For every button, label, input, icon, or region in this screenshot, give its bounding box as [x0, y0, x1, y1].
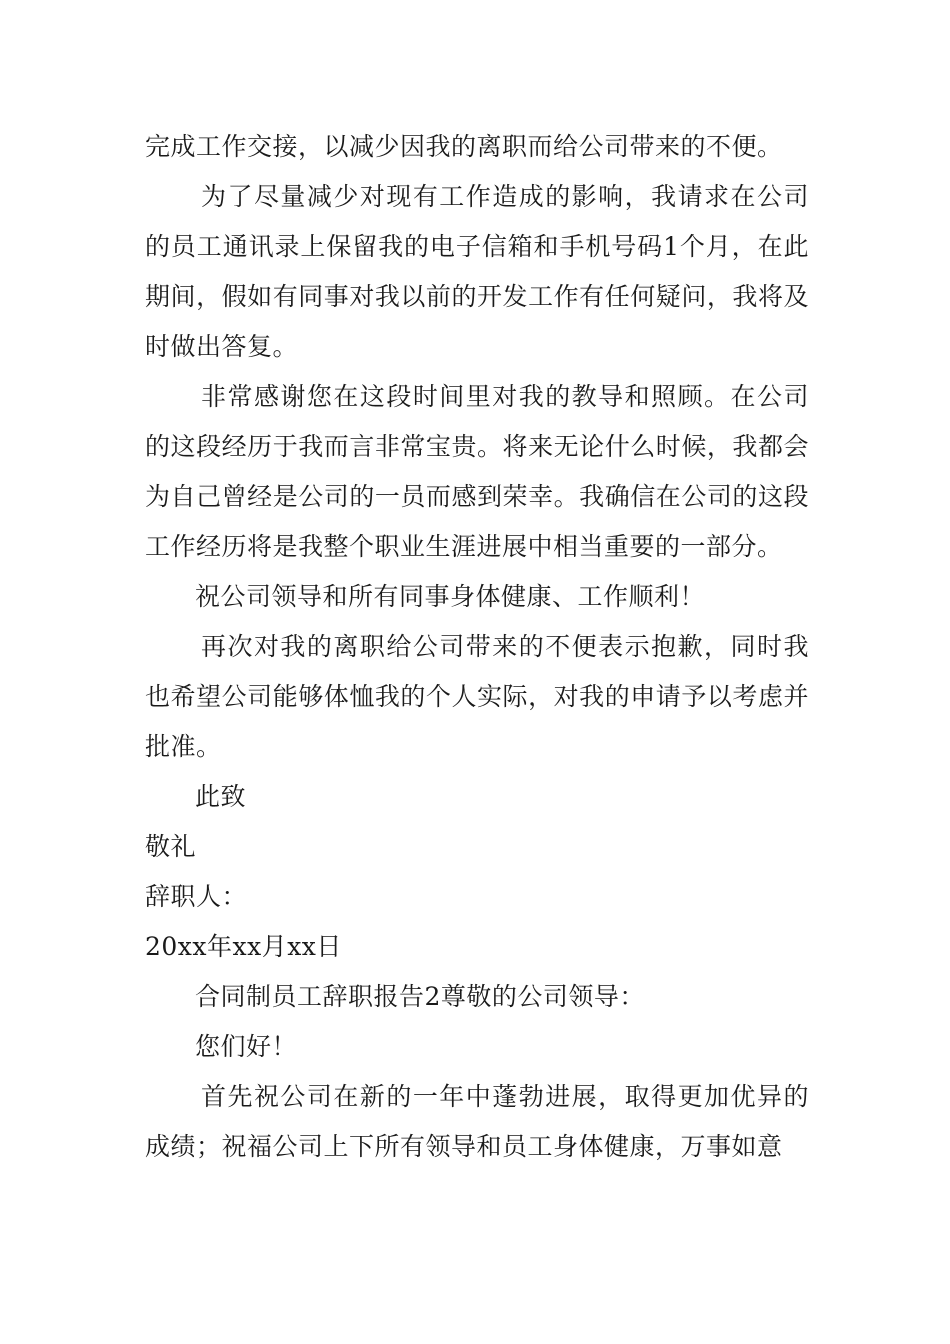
document-body [145, 122, 809, 1172]
closing-regards: 敬礼 [145, 832, 197, 861]
greeting: 您们好！ [195, 1032, 298, 1061]
paragraph-contact-retention: 为了尽量减少对现有工作造成的影响，我请求在公司的员工通讯录上保留我的电子信箱和手机号码1个月，在此期间，假如有同事对我以前的开发工作有任何疑问，我将及时做出答复。 [145, 182, 809, 361]
paragraph-handover: 完成工作交接，以减少因我的离职而给公司带来的不便。 [145, 132, 783, 161]
paragraph-gratitude: 非常感谢您在这段时间里对我的教导和照顾。在公司的这段经历于我而言非常宝贵。将来无论什么时候，我都会为自己曾经是公司的一员而感到荣幸。我确信在公司的这段工作经历将是我整个职业生涯进展中相当重要的一部分。 [145, 382, 809, 561]
paragraph-opening-wishes: 首先祝公司在新的一年中蓬勃进展，取得更加优异的成绩；祝福公司上下所有领导和员工身体健康，万事如意 [145, 1082, 809, 1161]
paragraph-wishes: 祝公司领导和所有同事身体健康、工作顺利！ [195, 582, 706, 611]
signature-date: 20xx年xx月xx日 [145, 932, 342, 961]
section-heading-report-2: 合同制员工辞职报告2尊敬的公司领导： [195, 982, 645, 1011]
closing-salutation: 此致 [195, 782, 247, 811]
signature-label: 辞职人： [145, 882, 248, 911]
paragraph-apology: 再次对我的离职给公司带来的不便表示抱歉，同时我也希望公司能够体恤我的个人实际，对我的申请予以考虑并批准。 [145, 632, 809, 761]
